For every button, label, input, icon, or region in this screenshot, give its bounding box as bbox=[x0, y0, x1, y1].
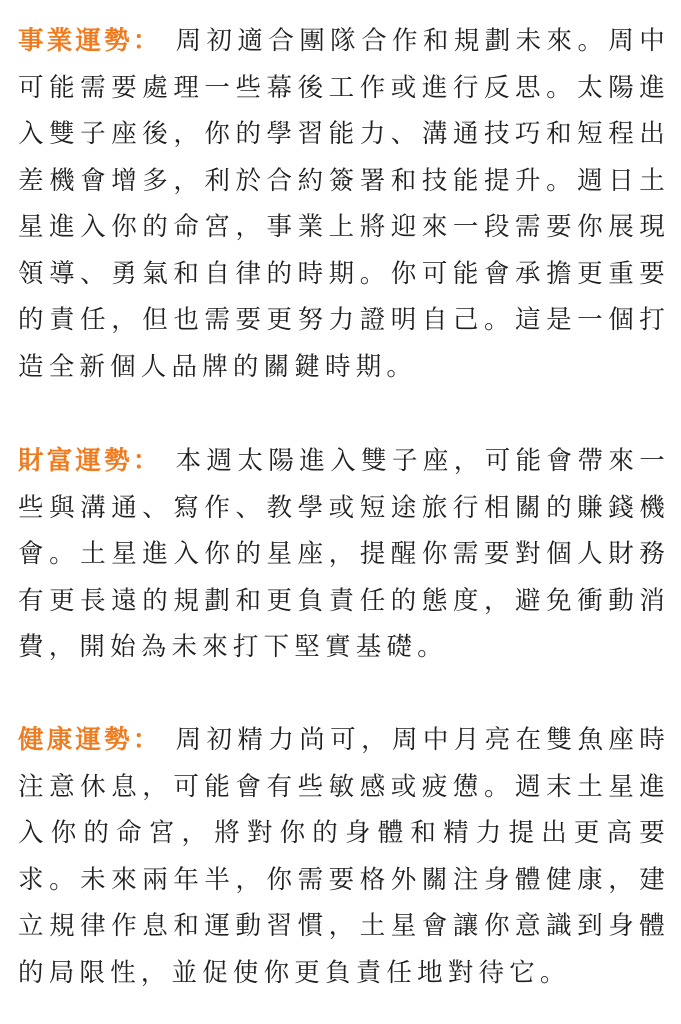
health-fortune-heading: 健康運勢： bbox=[18, 725, 162, 755]
career-fortune-heading: 事業運勢： bbox=[18, 26, 162, 56]
health-fortune-text: 周初精力尚可，周中月亮在雙魚座時注意休息，可能會有些敏感或疲憊。週末土星進入你的命宮，將對你的身體和精力提出更高要求。未來兩年半，你需要格外關注身體健康，建立規律作息和運動習慣，土星會讓你意識到身體的局限性，並促使你更負責任地對待它。 bbox=[18, 725, 670, 988]
career-fortune-section bbox=[18, 18, 670, 390]
health-fortune-section bbox=[18, 717, 670, 996]
wealth-fortune-text: 本週太陽進入雙子座，可能會帶來一些與溝通、寫作、教學或短途旅行相關的賺錢機會。土星進入你的星座，提醒你需要對個人財務有更長遠的規劃和更負責任的態度，避免衝動消費，開始為未來打下堅實基礎。 bbox=[18, 446, 670, 662]
wealth-fortune-section bbox=[18, 438, 670, 671]
wealth-fortune-heading: 財富運勢： bbox=[18, 446, 162, 476]
career-fortune-text: 周初適合團隊合作和規劃未來。周中可能需要處理一些幕後工作或進行反思。太陽進入雙子座後，你的學習能力、溝通技巧和短程出差機會增多，利於合約簽署和技能提升。週日土星進入你的命宮，事業上將迎來一段需要你展現領導、勇氣和自律的時期。你可能會承擔更重要的責任，但也需要更努力證明自己。這是一個打造全新個人品牌的關鍵時期。 bbox=[18, 26, 670, 382]
